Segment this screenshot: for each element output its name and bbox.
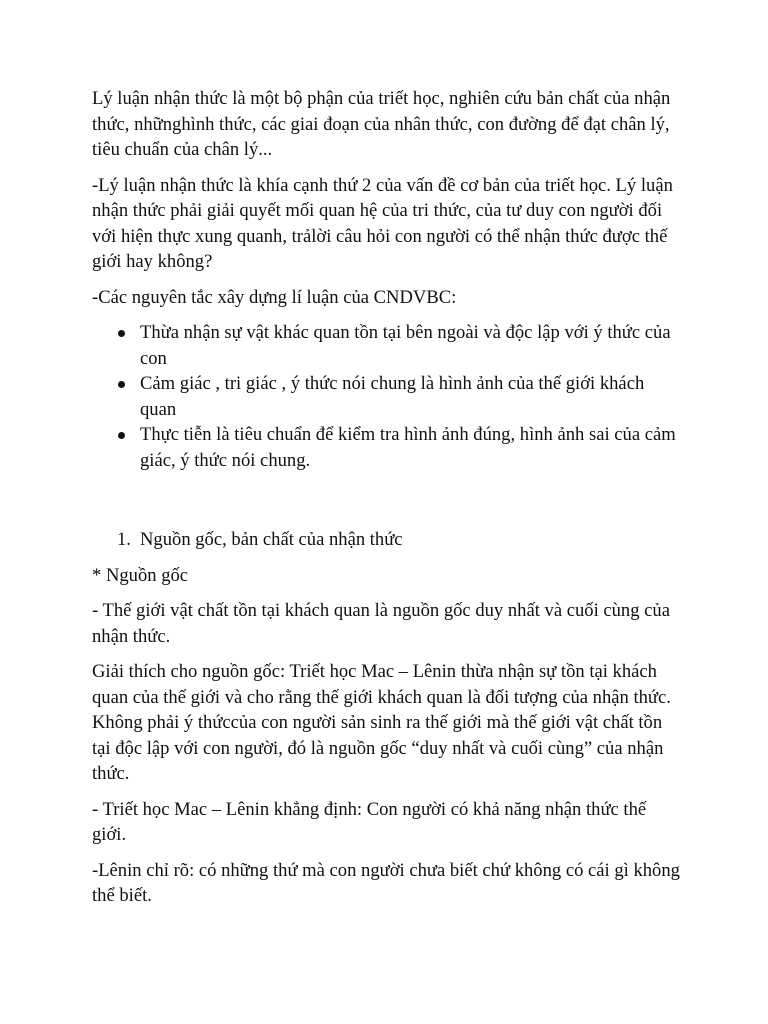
blank-line [92,483,682,527]
paragraph-intro: Lý luận nhận thức là một bộ phận của triết học, nghiên cứu bản chất của nhận thức, nhữnghình thức, các giai đoạn của nhân thức, con đường để đạt chân lý, tiêu chuẩn của chân lý... [92,88,671,160]
bullet-icon [118,381,125,388]
list-item-text: Thừa nhận sự vật khác quan tồn tại bên ngoài và độc lập với ý thức của con [140,322,671,369]
paragraph-affirmation: - Triết học Mac – Lênin khẳng định: Con người có khả năng nhận thức thế giới. [92,798,647,845]
numbered-heading [92,527,682,553]
document-body [92,86,682,919]
bullet-icon [118,330,125,337]
paragraph-material-world: - Thế giới vật chất tồn tại khách quan là nguồn gốc duy nhất và cuối cùng của nhận thức. [92,600,670,647]
bullet-icon [118,432,125,439]
paragraph-explanation: Giải thích cho nguồn gốc: Triết học Mac – Lênin thừa nhận sự tồn tại khách quan của thế giới và cho rằng thế giới khách quan là đối tượng của nhận thức. Không phải ý thứccủa con người sản sinh ra thế giới mà thế giới vật chất tồn tại độc lập với con người, đó là nguồn gốc “duy nhất và cuối cùng” của nhận thức. [92,661,671,784]
list-item [140,422,682,473]
heading-text: Nguồn gốc, bản chất của nhận thức [140,529,403,550]
list-item [140,371,682,422]
paragraph-principles-heading: -Các nguyên tắc xây dựng lí luận của CNDVBC: [92,286,457,308]
paragraph-epistemology-aspect: -Lý luận nhận thức là khía cạnh thứ 2 của vấn đề cơ bản của triết học. Lý luận nhận thức phải giải quyết mối quan hệ của tri thức, của tư duy con người đối với hiện thực xung quanh, trảlời câu hỏi con người có thể nhận thức được thế giới hay không? [92,174,673,272]
paragraph-lenin-quote: -Lênin chỉ rõ: có những thứ mà con người chưa biết chứ không có cái gì không thể biết. [92,859,680,906]
principles-list [92,320,682,473]
list-item-text: Thực tiễn là tiêu chuẩn để kiểm tra hình ảnh đúng, hình ảnh sai của cảm giác, ý thức nói chung. [140,424,676,471]
heading-number: 1. [117,529,131,550]
list-item [140,320,682,371]
subheading-origin: * Nguồn gốc [92,564,189,586]
list-item-text: Cảm giác , tri giác , ý thức nói chung là hình ảnh của thế giới khách quan [140,373,645,420]
